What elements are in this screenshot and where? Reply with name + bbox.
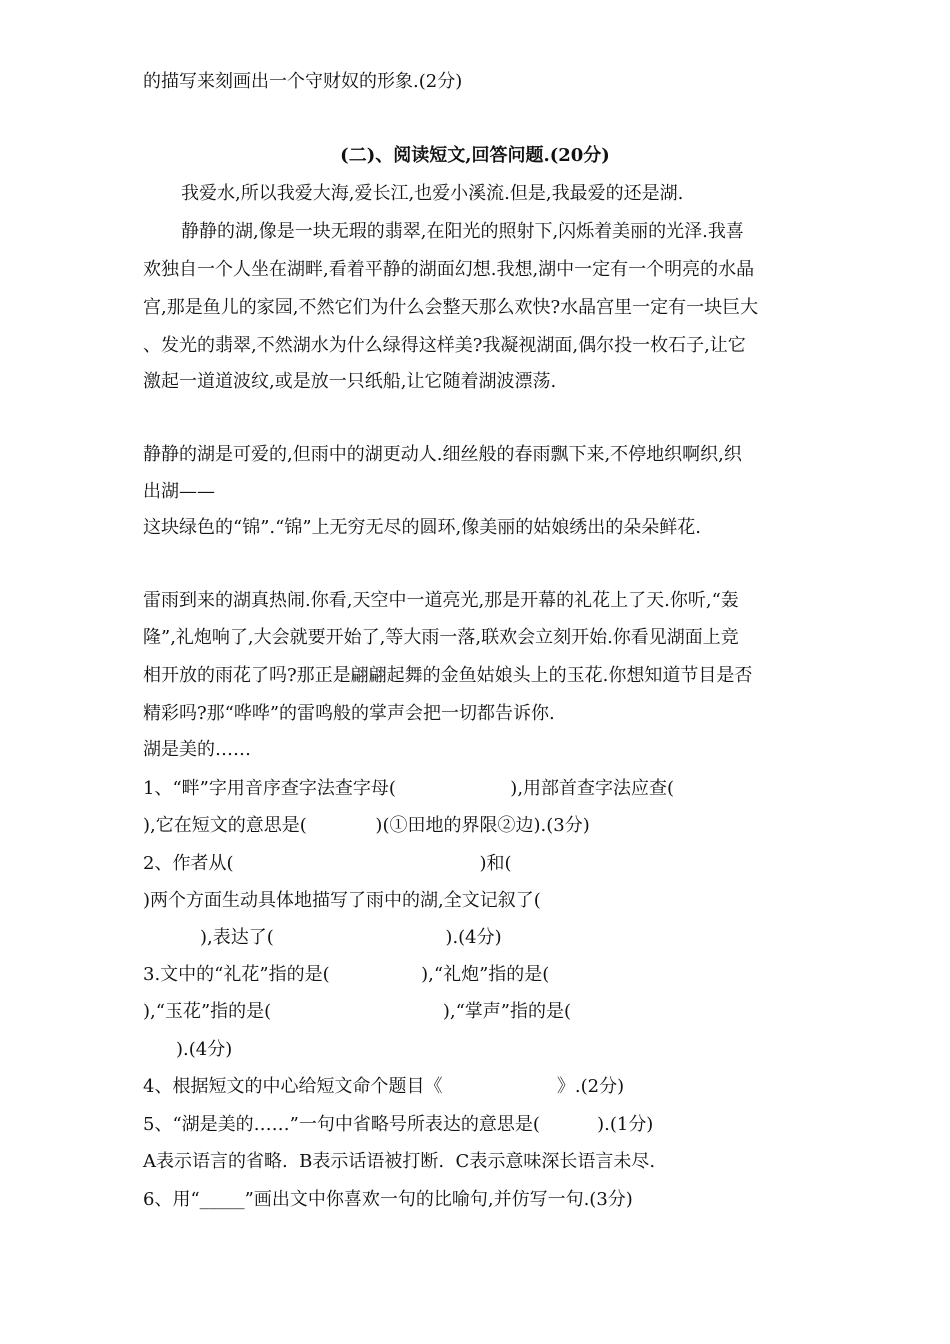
question-1-line1: 1、“畔”字用音序查字法查字母( ),用部首查字法应查( [143,778,675,799]
question-3-line3: ).(4分) [176,1039,233,1060]
question-3-line2: ),“玉花”指的是( ),“掌声”指的是( [143,1001,571,1022]
passage-p3-line2: 出湖—— [143,481,215,502]
question-4: 4、根据短文的中心给短文命个题目《 》.(2分) [143,1076,625,1097]
question-2-line3: ),表达了( ).(4分) [200,927,502,948]
question-5: 5、“湖是美的……”一句中省略号所表达的意思是( ).(1分) [143,1114,654,1135]
passage-p2-line4: 、发光的翡翠,不然湖水为什么绿得这样美?我凝视湖面,偶尔投一枚石子,让它 [143,335,746,356]
passage-p5: 湖是美的…… [143,739,251,760]
passage-p4-line1: 雷雨到来的湖真热闹.你看,天空中一道亮光,那是开幕的礼花上了天.你听,“轰 [143,590,739,611]
passage-p2-line1: 静静的湖,像是一块无瑕的翡翠,在阳光的照射下,闪烁着美丽的光泽.我喜 [181,221,744,242]
question-2-line1: 2、作者从( )和( [143,853,512,874]
question-3-line1: 3.文中的“礼花”指的是( ),“礼炮”指的是( [143,964,550,985]
question-6: 6、用“_____”画出文中你喜欢一句的比喻句,并仿写一句.(3分) [143,1189,633,1210]
top-fragment: 的描写来刻画出一个守财奴的形象.(2分) [143,71,463,92]
passage-p2-line2: 欢独自一个人坐在湖畔,看着平静的湖面幻想.我想,湖中一定有一个明亮的水晶 [143,259,755,280]
question-2-line2: )两个方面生动具体地描写了雨中的湖,全文记叙了( [143,890,541,911]
passage-p3-line3: 这块绿色的“锦”.“锦”上无穷无尽的圆环,像美丽的姑娘绣出的朵朵鲜花. [143,517,701,538]
passage-p2-line3: 宫,那是鱼儿的家园,不然它们为什么会整天那么欢快?水晶宫里一定有一块巨大 [143,297,759,318]
passage-p4-line2: 隆”,礼炮响了,大会就要开始了,等大雨一落,联欢会立刻开始.你看见湖面上竞 [143,627,739,648]
passage-p3-line1: 静静的湖是可爱的,但雨中的湖更动人.细丝般的春雨飘下来,不停地织啊织,织 [143,444,742,465]
question-1-line2: ),它在短文的意思是( )(①田地的界限②边).(3分) [143,815,590,836]
question-5-options: A表示语言的省略. B表示话语被打断. C表示意味深长语言未尽. [143,1151,656,1172]
section-title: (二)、阅读短文,回答问题.(20分) [340,145,610,166]
passage-p4-line3: 相开放的雨花了吗?那正是翩翩起舞的金鱼姑娘头上的玉花.你想知道节目是否 [143,665,753,686]
passage-p2-line5: 激起一道道波纹,或是放一只纸船,让它随着湖波漂荡. [143,371,557,392]
passage-p4-line4: 精彩吗?那“哗哗”的雷鸣般的掌声会把一切都告诉你. [143,703,555,724]
passage-p1: 我爱水,所以我爱大海,爱长江,也爱小溪流.但是,我最爱的还是湖. [181,183,684,204]
